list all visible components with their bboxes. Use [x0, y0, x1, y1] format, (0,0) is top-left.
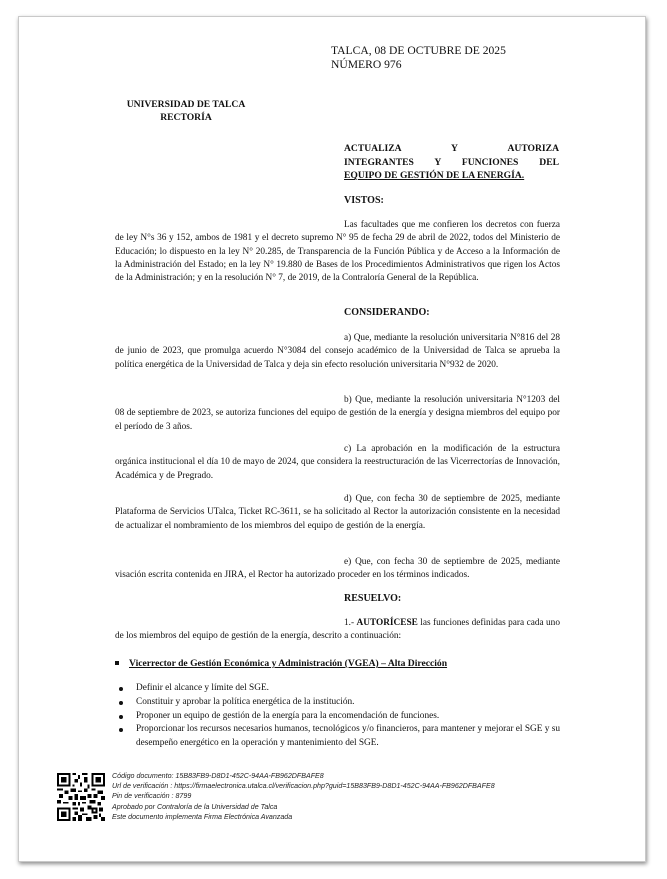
university-name: UNIVERSIDAD DE TALCA [126, 99, 246, 110]
verification-url[interactable]: Url de verificación : https://firmaelectronica.utalca.cl/verificacion.php?guid=15B83FB9-D8D1-452C-94AA-FB962DFBAFE8 [112, 782, 495, 791]
signature-note: Este documento implementa Firma Electrónica Avanzada [112, 812, 293, 821]
considerando-item: d) Que, con fecha 30 de septiembre de 2025, mediante Plataforma de Servicios UTalca, Ticket RC-3611, se ha solicitado al Rector la autorización consistente en la necesidad de actualizar el nombramiento de los miembros del equipo de gestión de la energía. [115, 494, 561, 531]
list-item: Proponer un equipo de gestión de la energía para la encomendación de funciones. [136, 710, 560, 723]
list-item: Proporcionar los recursos necesarios humanos, tecnológicos y/o financieros, para mantener y mejorar el SGE y su desempeño energético en la operación y mantenimiento del SGE. [136, 723, 560, 750]
role-title: Vicerrector de Gestión Económica y Administración (VGEA) – Alta Dirección [129, 658, 448, 669]
resuelvo-heading: RESUELVO: [344, 593, 402, 604]
document-code: Código documento: 15B83FB9-D8D1-452C-94AA-FB962DFBAFE8 [112, 772, 324, 780]
subject-line-3: EQUIPO DE GESTIÓN DE LA ENERGÍA. [344, 170, 525, 181]
list-item: Definir el alcance y límite del SGE. [136, 682, 560, 695]
resuelvo-paragraph: 1.- AUTORÍCESE las funciones definidas para cada uno de los miembros del equipo de gestión de la energía, descrito a continuación: [115, 618, 560, 642]
approval-note: Aprobado por Contraloría de la Universidad de Talca [112, 802, 278, 811]
document-page [18, 16, 646, 862]
considerando-item: e) Que, con fecha 30 de septiembre de 2025, mediante visación escrita contenida en JIRA, el Rector ha autorizado proceder en los términos indicados. [115, 557, 561, 581]
verification-pin: Pin de verificación : 8799 [112, 792, 192, 801]
date-block [331, 44, 506, 72]
considerando-heading: CONSIDERANDO: [344, 307, 430, 318]
vistos-heading: VISTOS: [344, 195, 384, 206]
subject-line-2: INTEGRANTES Y FUNCIONES DEL [344, 156, 559, 168]
role-functions-list [136, 682, 560, 750]
vistos-paragraph [115, 219, 560, 285]
subject-line-1: ACTUALIZA Y AUTORIZA [344, 143, 559, 154]
resolution-number: NÚMERO 976 [331, 58, 402, 71]
verification-footer [112, 771, 592, 822]
vistos-first: Las facultades que me confieren los decretos con [344, 220, 534, 230]
institution-block [115, 98, 257, 124]
considerando-item: c) La aprobación en la modificación de la estructura orgánica institucional el día 10 de mayo de 2024, que considera la reestructuración de las Vicerrectorías de Innovación, Académica y de Pregrado. [115, 444, 560, 481]
considerando-item: a) Que, mediante la resolución universitaria N°816 del 28 de junio de 2023, que promulga acuerdo N°3084 del consejo académico de la Universidad de Talca se aprueba la política energética de la Universidad de Talca y deja sin efecto resolución universitaria N°932 de 2020. [115, 333, 561, 370]
square-bullet-icon [115, 661, 119, 665]
qr-code-icon [57, 773, 105, 821]
resolution-subject [344, 142, 559, 183]
resuelvo-keyword: AUTORÍCESE [356, 618, 418, 628]
considerando-item: b) Que, mediante la resolución universitaria N°1203 del 08 de septiembre de 2023, se autoriza funciones del equipo de gestión de la energía y designa miembros del equipo por el período de 3 años. [115, 395, 561, 432]
resolution-date: TALCA, 08 DE OCTUBRE DE 2025 [331, 44, 506, 57]
list-item: Constituir y aprobar la política energética de la institución. [136, 696, 560, 709]
office-name: RECTORÍA [160, 112, 212, 123]
role-heading [115, 657, 560, 671]
vistos-rest: fuerza de ley N°s 36 y 152, ambos de 1981 y el decreto supremo N° 95 de fecha 29 de abril de 2022, todos del Ministerio de Educación; lo dispuesto en la ley N° 20.285, de Transparencia de la Función Pública y de Acceso a la Información de la Administración del Estado; en la ley N° 19.880 de Bases de los Procedimientos Administrativos que rigen los Actos de la Administración; y en la resolución N° 7, de 2019, de la Contraloría General de la República. [115, 220, 560, 284]
